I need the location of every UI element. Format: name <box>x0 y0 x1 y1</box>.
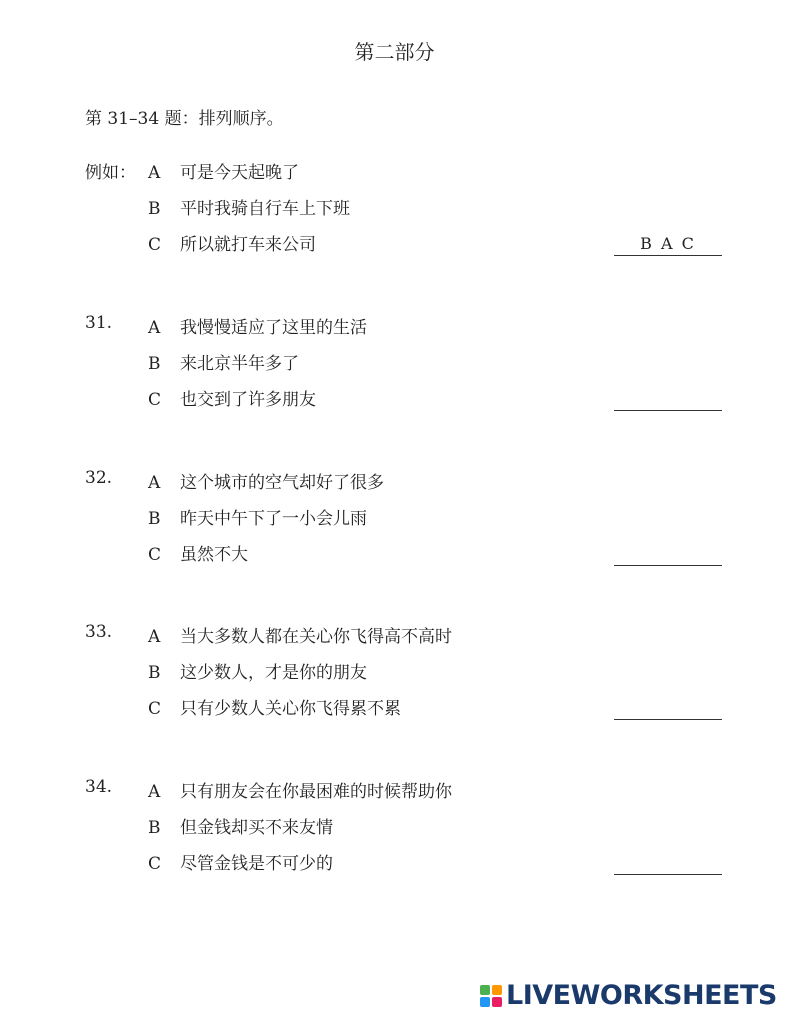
option-a <box>148 777 452 801</box>
option-a <box>148 313 367 337</box>
option-b <box>148 349 299 373</box>
option-text: 也交到了许多朋友 <box>180 390 316 410</box>
option-text: 平时我骑自行车上下班 <box>180 199 350 219</box>
option-text: 昨天中午下了一小会儿雨 <box>180 509 367 529</box>
logo-square-green <box>480 985 490 995</box>
option-a <box>148 622 452 646</box>
option-b <box>148 658 367 682</box>
option-text: 但金钱却买不来友情 <box>180 818 333 838</box>
option-letter: A <box>148 473 161 493</box>
option-text: 可是今天起晚了 <box>180 163 299 183</box>
answer-field-31[interactable] <box>614 388 722 411</box>
question-number: 33. <box>85 622 113 642</box>
option-b <box>148 813 333 837</box>
example-answer: B A C <box>614 233 722 256</box>
logo-square-blue <box>480 997 490 1007</box>
instruction-text: 第 31–34 题：排列顺序。 <box>85 109 284 129</box>
answer-field-32[interactable] <box>614 543 722 566</box>
logo-text: LIVEWORKSHEETS <box>506 980 777 1011</box>
example-label: 例如： <box>85 163 136 183</box>
option-letter: A <box>148 163 161 183</box>
question-number: 34. <box>85 777 113 797</box>
option-letter: C <box>148 699 162 719</box>
option-c <box>148 694 401 718</box>
logo-square-pink <box>492 997 502 1007</box>
option-text: 尽管金钱是不可少的 <box>180 854 333 874</box>
logo-square-orange <box>492 985 502 995</box>
question-number: 31. <box>85 313 113 333</box>
logo-mark-icon <box>480 985 502 1007</box>
option-text: 来北京半年多了 <box>180 354 299 374</box>
option-letter: B <box>148 199 161 219</box>
option-c <box>148 540 248 564</box>
option-letter: A <box>148 318 161 338</box>
option-letter: B <box>148 509 161 529</box>
option-text: 这个城市的空气却好了很多 <box>180 473 384 493</box>
answer-field-33[interactable] <box>614 697 722 720</box>
liveworksheets-logo <box>480 980 777 1011</box>
option-text: 只有少数人关心你飞得累不累 <box>180 699 401 719</box>
question-number: 32. <box>85 468 113 488</box>
option-letter: B <box>148 818 161 838</box>
example-option-b <box>148 194 350 218</box>
option-c <box>148 385 316 409</box>
option-text: 当大多数人都在关心你飞得高不高时 <box>180 627 452 647</box>
example-option-a <box>148 158 299 182</box>
page-title: 第二部分 <box>354 40 435 64</box>
option-letter: C <box>148 854 162 874</box>
option-text: 我慢慢适应了这里的生活 <box>180 318 367 338</box>
option-letter: B <box>148 663 161 683</box>
option-text: 只有朋友会在你最困难的时候帮助你 <box>180 782 452 802</box>
option-b <box>148 504 367 528</box>
option-letter: B <box>148 354 161 374</box>
option-letter: C <box>148 545 162 565</box>
option-a <box>148 468 384 492</box>
option-c <box>148 849 333 873</box>
option-text: 这少数人，才是你的朋友 <box>180 663 367 683</box>
answer-field-34[interactable] <box>614 852 722 875</box>
option-letter: C <box>148 390 162 410</box>
option-letter: A <box>148 782 161 802</box>
option-text: 虽然不大 <box>180 545 248 565</box>
option-letter: C <box>148 235 162 255</box>
option-text: 所以就打车来公司 <box>180 235 316 255</box>
option-letter: A <box>148 627 161 647</box>
example-option-c <box>148 230 316 254</box>
